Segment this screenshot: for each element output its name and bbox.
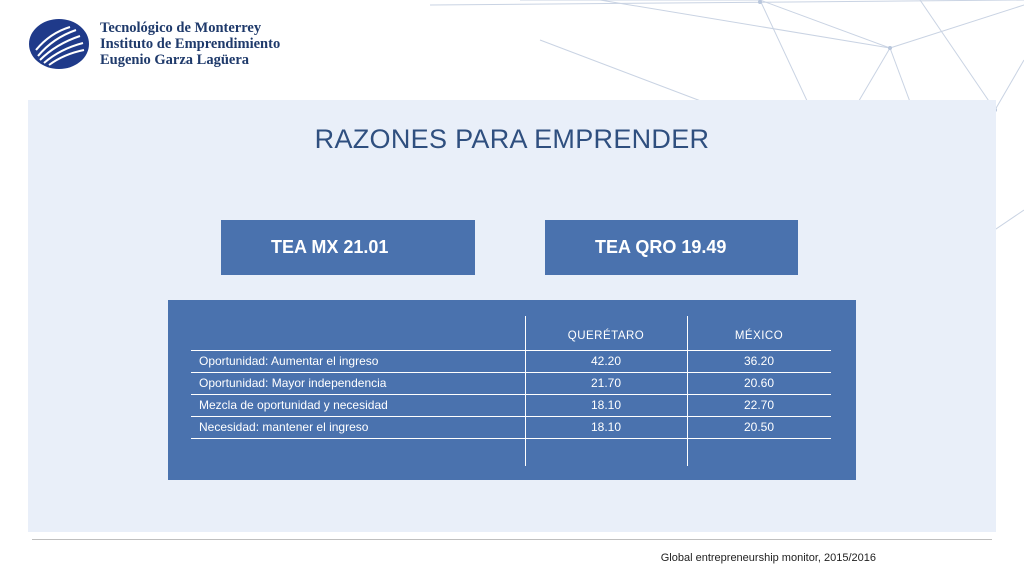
data-table <box>168 300 856 480</box>
cell-queretaro: 42.20 <box>590 354 622 368</box>
source-citation: Global entrepreneurship monitor, 2015/2016 <box>660 552 876 564</box>
row-label: Necesidad: mantener el ingreso <box>199 420 369 434</box>
cell-queretaro: 18.10 <box>590 420 622 434</box>
column-header-queretaro: QUERÉTARO <box>567 330 645 342</box>
slide-title: RAZONES PARA EMPRENDER <box>314 124 710 154</box>
org-line-3: Eugenio Garza Lagüera <box>100 52 250 68</box>
tec-monterrey-logo-icon <box>28 18 90 70</box>
row-label: Oportunidad: Aumentar el ingreso <box>199 354 379 368</box>
row-label: Mezcla de oportunidad y necesidad <box>199 398 388 412</box>
cell-queretaro: 18.10 <box>590 398 622 412</box>
cell-mexico: 36.20 <box>743 354 775 368</box>
org-line-1: Tecnológico de Monterrey <box>100 20 262 36</box>
row-divider <box>191 438 831 439</box>
cell-mexico: 20.50 <box>743 420 775 434</box>
tea-mx-box: TEA MX 21.01 <box>221 220 475 275</box>
cell-mexico: 20.60 <box>743 376 775 390</box>
row-label: Oportunidad: Mayor independencia <box>199 376 387 390</box>
tea-qro-box: TEA QRO 19.49 <box>545 220 798 275</box>
organization-name <box>100 20 280 68</box>
cell-queretaro: 21.70 <box>590 376 622 390</box>
column-header-mexico: MÉXICO <box>734 330 784 342</box>
footer-divider <box>32 539 992 540</box>
org-line-2: Instituto de Emprendimiento <box>100 36 281 52</box>
table-grid <box>191 316 831 466</box>
cell-mexico: 22.70 <box>743 398 775 412</box>
